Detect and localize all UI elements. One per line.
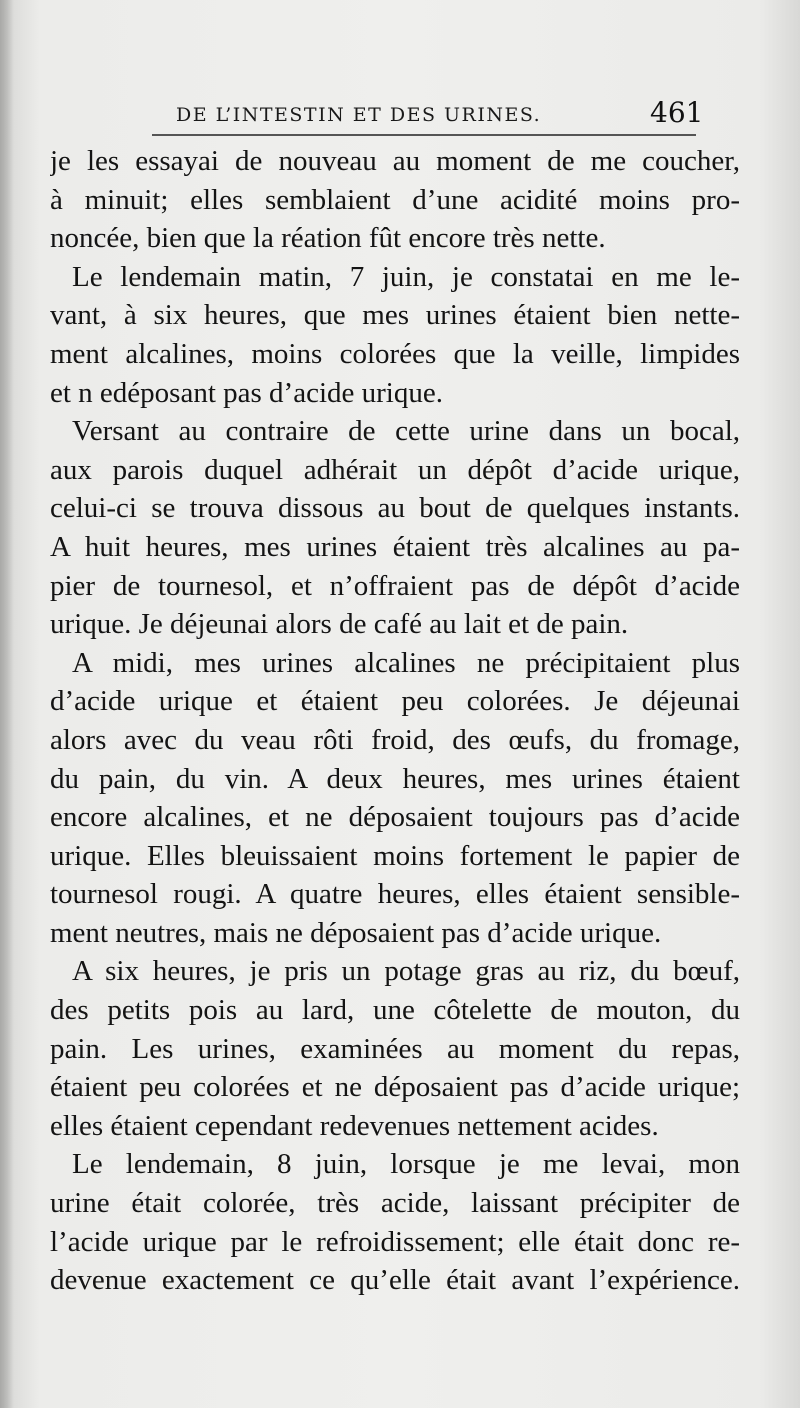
- text-line: noncée, bien que la réation fût encore très nette.: [50, 222, 606, 255]
- body-text: [50, 142, 740, 1300]
- text-line: encore alcalines, et ne déposaient toujours pas d’acide: [50, 801, 740, 834]
- text-line: devenue exactement ce qu’elle était avant l’expérience.: [50, 1264, 740, 1297]
- text-line: Le lendemain, 8 juin, lorsque je me levai, mon: [72, 1148, 740, 1181]
- text-line: à minuit; elles semblaient d’une acidité moins pro-: [50, 183, 740, 216]
- text-line: urique. Je déjeunai alors de café au lait et de pain.: [50, 608, 629, 641]
- text-line: elles étaient cependant redevenues nettement acides.: [50, 1109, 659, 1142]
- text-line: A six heures, je pris un potage gras au riz, du bœuf,: [72, 955, 740, 988]
- text-line: Versant au contraire de cette urine dans un bocal,: [72, 415, 740, 448]
- text-line: l’acide urique par le refroidissement; elle était donc re-: [50, 1225, 740, 1258]
- running-title: DE L’INTESTIN ET DES URINES.: [176, 104, 542, 126]
- text-line: ment alcalines, moins colorées que la veille, limpides: [50, 337, 740, 370]
- text-line: A huit heures, mes urines étaient très alcalines au pa-: [50, 530, 740, 563]
- text-line: tournesol rougi. A quatre heures, elles étaient sensible-: [50, 878, 740, 911]
- text-line: ment neutres, mais ne déposaient pas d’acide urique.: [50, 916, 662, 949]
- text-line: alors avec du veau rôti froid, des œufs, du fromage,: [50, 723, 740, 756]
- text-line: aux parois duquel adhérait un dépôt d’acide urique,: [50, 453, 740, 486]
- page-number: 461: [650, 96, 704, 129]
- text-line: je les essayai de nouveau au moment de me coucher,: [50, 145, 740, 177]
- text-line: A midi, mes urines alcalines ne précipitaient plus: [72, 646, 740, 679]
- text-line: des petits pois au lard, une côtelette de mouton, du: [50, 994, 740, 1027]
- header-rule: [152, 134, 696, 136]
- text-line: vant, à six heures, que mes urines étaient bien nette-: [50, 299, 740, 332]
- text-line: du pain, du vin. A deux heures, mes urines étaient: [50, 762, 740, 795]
- binding-gutter-shadow: [0, 0, 14, 1408]
- text-line: urique. Elles bleuissaient moins fortement le papier de: [50, 839, 740, 872]
- text-line: celui-ci se trouva dissous au bout de quelques instants.: [50, 492, 740, 525]
- text-line: d’acide urique et étaient peu colorées. Je déjeunai: [50, 685, 740, 718]
- text-line: Le lendemain matin, 7 juin, je constatai en me le-: [72, 260, 740, 293]
- text-line: étaient peu colorées et ne déposaient pas d’acide urique;: [50, 1071, 740, 1104]
- text-line: pier de tournesol, et n’offraient pas de dépôt d’acide: [50, 569, 740, 602]
- text-line: et n edéposant pas d’acide urique.: [50, 376, 443, 409]
- text-line: urine était colorée, très acide, laissant précipiter de: [50, 1187, 740, 1220]
- text-line: pain. Les urines, examinées au moment du repas,: [50, 1032, 740, 1065]
